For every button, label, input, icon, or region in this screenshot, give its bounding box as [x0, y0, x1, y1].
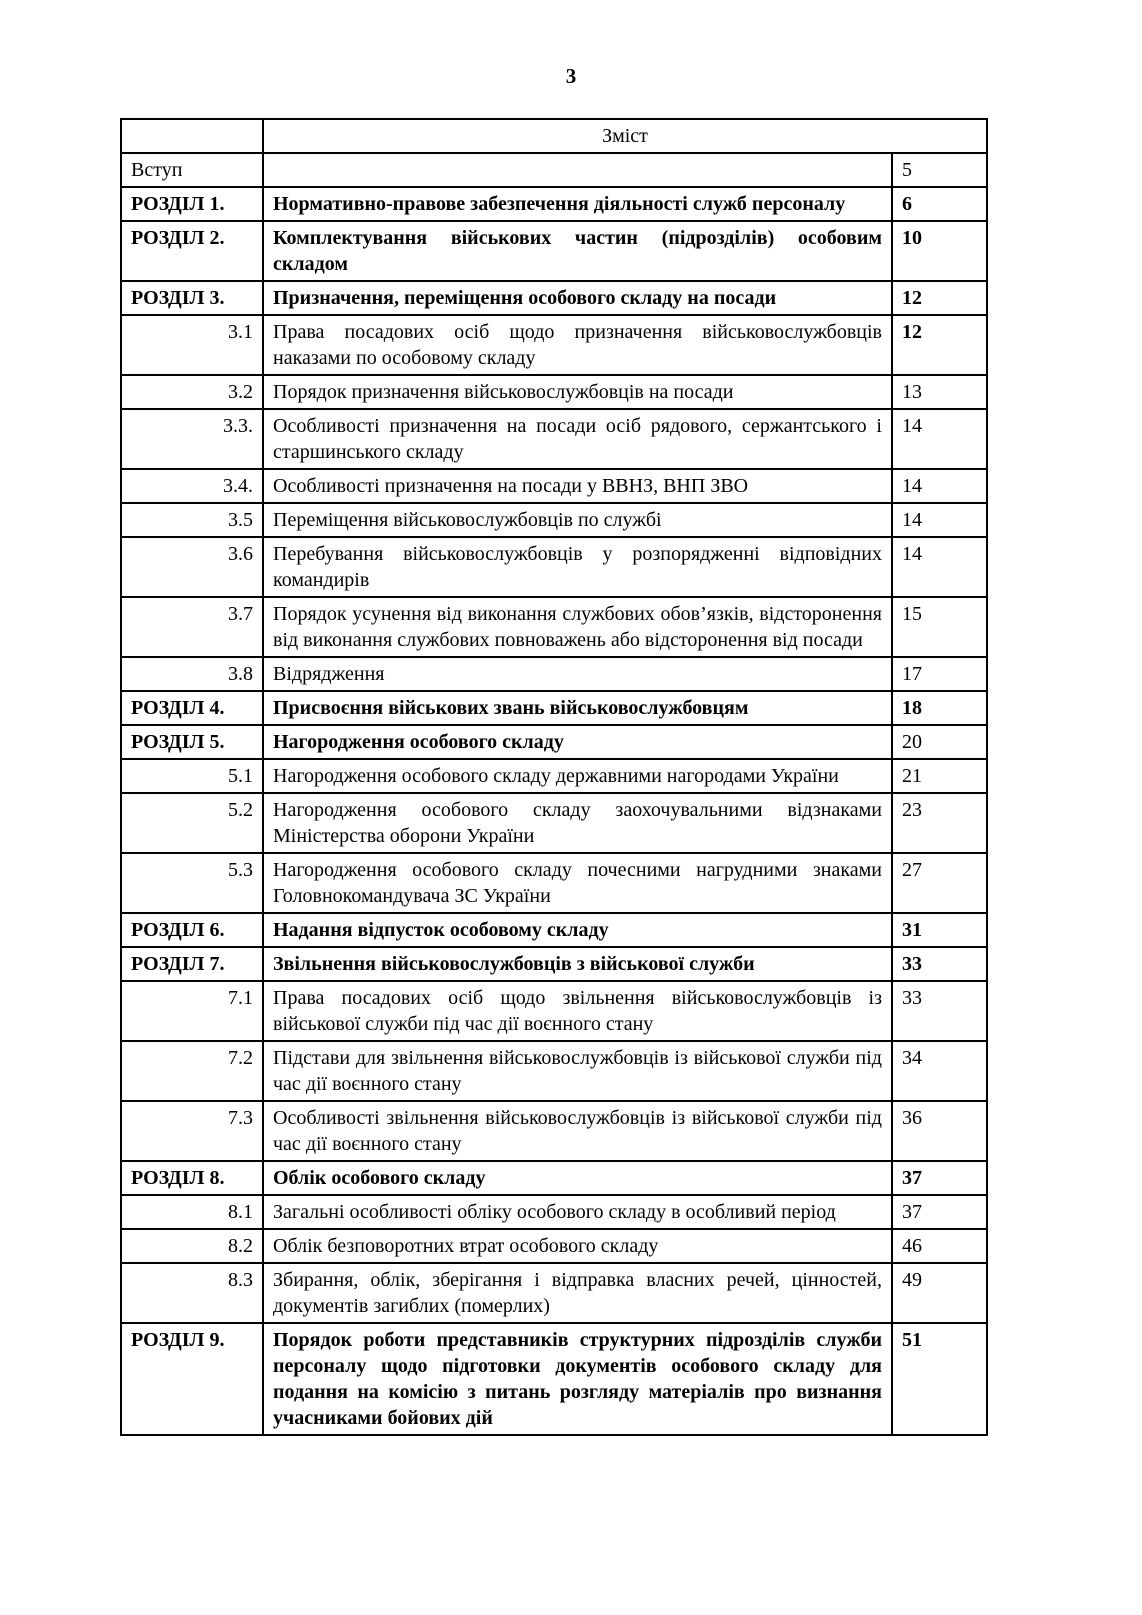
toc-row-page: 36 — [892, 1101, 987, 1161]
toc-row-page: 6 — [892, 187, 987, 221]
toc-row — [121, 913, 987, 947]
toc-row-title: Права посадових осіб щодо звільнення військовослужбовців із військової служби під час дії воєнного стану — [263, 981, 892, 1041]
toc-header-title: Зміст — [263, 119, 987, 153]
toc-row-page: 37 — [892, 1195, 987, 1229]
toc-row-number: 3.5 — [121, 503, 263, 537]
toc-row-number: 3.6 — [121, 537, 263, 597]
toc-row-number: 5.1 — [121, 759, 263, 793]
toc-row-number: 8.2 — [121, 1229, 263, 1263]
toc-row-number: 3.2 — [121, 375, 263, 409]
toc-row-page: 46 — [892, 1229, 987, 1263]
toc-row-title: Нагородження особового складу — [263, 725, 892, 759]
toc-row-page: 23 — [892, 793, 987, 853]
toc-row — [121, 691, 987, 725]
toc-row — [121, 1195, 987, 1229]
toc-row-page: 49 — [892, 1263, 987, 1323]
toc-row — [121, 187, 987, 221]
toc-row-number: 3.1 — [121, 315, 263, 375]
toc-row-page: 17 — [892, 657, 987, 691]
toc-row-number: РОЗДІЛ 7. — [121, 947, 263, 981]
toc-row-title — [263, 153, 892, 187]
toc-row — [121, 853, 987, 913]
toc-row-page: 31 — [892, 913, 987, 947]
toc-row-page: 34 — [892, 1041, 987, 1101]
toc-header-row — [121, 119, 987, 153]
toc-row — [121, 1041, 987, 1101]
toc-row-number: РОЗДІЛ 4. — [121, 691, 263, 725]
toc-row-title: Переміщення військовослужбовців по службі — [263, 503, 892, 537]
toc-row-title: Облік безповоротних втрат особового складу — [263, 1229, 892, 1263]
toc-row-number: 3.7 — [121, 597, 263, 657]
toc-row — [121, 947, 987, 981]
toc-row-title: Особливості звільнення військовослужбовців із військової служби під час дії воєнного стану — [263, 1101, 892, 1161]
toc-row-number: 8.1 — [121, 1195, 263, 1229]
toc-header-empty-cell — [121, 119, 263, 153]
toc-row — [121, 375, 987, 409]
toc-row-title: Нагородження особового складу державними нагородами України — [263, 759, 892, 793]
toc-row — [121, 657, 987, 691]
toc-row-page: 14 — [892, 503, 987, 537]
toc-row-page: 14 — [892, 537, 987, 597]
toc-row-number: РОЗДІЛ 6. — [121, 913, 263, 947]
toc-row-page: 33 — [892, 981, 987, 1041]
toc-row-page: 33 — [892, 947, 987, 981]
toc-row-number: Вступ — [121, 153, 263, 187]
toc-row-title: Порядок усунення від виконання службових обов’язків, відсторонення від виконання службових повноважень або відсторонення від посади — [263, 597, 892, 657]
toc-row-number: 8.3 — [121, 1263, 263, 1323]
toc-row — [121, 981, 987, 1041]
toc-row-number: 3.8 — [121, 657, 263, 691]
toc-row-page: 18 — [892, 691, 987, 725]
toc-row-page: 14 — [892, 409, 987, 469]
toc-row-page: 51 — [892, 1323, 987, 1435]
toc-row-title: Нормативно-правове забезпечення діяльності служб персоналу — [263, 187, 892, 221]
toc-row-page: 12 — [892, 315, 987, 375]
toc-row-page: 10 — [892, 221, 987, 281]
toc-row — [121, 725, 987, 759]
toc-row-page: 37 — [892, 1161, 987, 1195]
toc-row-page: 14 — [892, 469, 987, 503]
toc-row — [121, 469, 987, 503]
toc-row — [121, 1161, 987, 1195]
toc-row-page: 12 — [892, 281, 987, 315]
toc-row-number: РОЗДІЛ 8. — [121, 1161, 263, 1195]
toc-row-title: Присвоєння військових звань військовослужбовцям — [263, 691, 892, 725]
toc-row-title: Порядок призначення військовослужбовців на посади — [263, 375, 892, 409]
toc-row — [121, 1229, 987, 1263]
toc-row-title: Призначення, переміщення особового складу на посади — [263, 281, 892, 315]
toc-row-number: 7.3 — [121, 1101, 263, 1161]
toc-row — [121, 503, 987, 537]
toc-row-page: 27 — [892, 853, 987, 913]
toc-row-title: Загальні особливості обліку особового складу в особливий період — [263, 1195, 892, 1229]
toc-row-page: 20 — [892, 725, 987, 759]
toc-row-number: 7.2 — [121, 1041, 263, 1101]
toc-row-title: Порядок роботи представників структурних підрозділів служби персоналу щодо підготовки документів особового складу для подання на комісію з питань розгляду матеріалів про визнання учасниками бойових дій — [263, 1323, 892, 1435]
toc-body — [121, 153, 987, 1435]
toc-row-page: 13 — [892, 375, 987, 409]
toc-row-number: РОЗДІЛ 2. — [121, 221, 263, 281]
toc-table — [120, 118, 988, 1436]
toc-row-page: 5 — [892, 153, 987, 187]
toc-row — [121, 153, 987, 187]
toc-row-title: Перебування військовослужбовців у розпорядженні відповідних командирів — [263, 537, 892, 597]
toc-row — [121, 537, 987, 597]
toc-row-title: Нагородження особового складу заохочувальними відзнаками Міністерства оборони України — [263, 793, 892, 853]
toc-row-title: Особливості призначення на посади у ВВНЗ, ВНП ЗВО — [263, 469, 892, 503]
toc-row-number: РОЗДІЛ 1. — [121, 187, 263, 221]
page-number: 3 — [565, 64, 577, 88]
toc-row-title: Підстави для звільнення військовослужбовців із військової служби під час дії воєнного стану — [263, 1041, 892, 1101]
toc-row — [121, 409, 987, 469]
toc-row-title: Комплектування військових частин (підрозділів) особовим складом — [263, 221, 892, 281]
toc-row-title: Надання відпусток особовому складу — [263, 913, 892, 947]
toc-row-title: Права посадових осіб щодо призначення військовослужбовців наказами по особовому складу — [263, 315, 892, 375]
toc-row-number: 5.2 — [121, 793, 263, 853]
toc-row-number: 5.3 — [121, 853, 263, 913]
toc-row-page: 21 — [892, 759, 987, 793]
toc-row — [121, 793, 987, 853]
toc-row-title: Облік особового складу — [263, 1161, 892, 1195]
toc-row — [121, 759, 987, 793]
toc-row — [121, 597, 987, 657]
toc-row-title: Збирання, облік, зберігання і відправка власних речей, цінностей, документів загиблих (померлих) — [263, 1263, 892, 1323]
toc-row-title: Відрядження — [263, 657, 892, 691]
toc-row-number: РОЗДІЛ 3. — [121, 281, 263, 315]
toc-row-title: Нагородження особового складу почесними нагрудними знаками Головнокомандувача ЗС України — [263, 853, 892, 913]
toc-row — [121, 281, 987, 315]
toc-row — [121, 315, 987, 375]
toc-row — [121, 1263, 987, 1323]
toc-row — [121, 221, 987, 281]
toc-row-number: 3.4. — [121, 469, 263, 503]
toc-row-number: 7.1 — [121, 981, 263, 1041]
toc-row-title: Звільнення військовослужбовців з військової служби — [263, 947, 892, 981]
toc-row-title: Особливості призначення на посади осіб рядового, сержантського і старшинського складу — [263, 409, 892, 469]
toc-row — [121, 1101, 987, 1161]
toc-row-page: 15 — [892, 597, 987, 657]
toc-row-number: РОЗДІЛ 5. — [121, 725, 263, 759]
toc-row-number: РОЗДІЛ 9. — [121, 1323, 263, 1435]
toc-row-number: 3.3. — [121, 409, 263, 469]
toc-row — [121, 1323, 987, 1435]
